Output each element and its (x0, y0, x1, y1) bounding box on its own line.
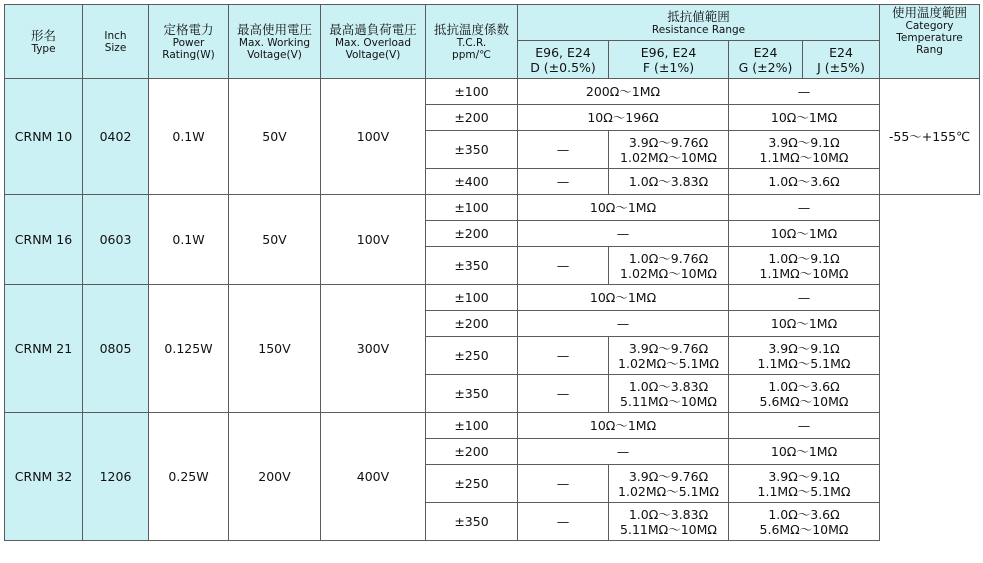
range-gj-cell: 3.9Ω～9.1Ω 1.1MΩ～5.1MΩ (729, 337, 880, 375)
table-row (5, 79, 980, 105)
tcr-cell: ±200 (426, 221, 518, 247)
range-f-cell: 1.0Ω～3.83Ω 5.11MΩ～10MΩ (609, 375, 729, 413)
header-size: Inch Size (83, 5, 149, 79)
tcr-cell: ±200 (426, 311, 518, 337)
range-gj-cell: — (729, 413, 880, 439)
model-power: 0.1W (149, 79, 229, 195)
model-overload-voltage: 100V (321, 79, 426, 195)
model-crnm16 (5, 195, 980, 285)
tcr-cell: ±250 (426, 337, 518, 375)
model-working-voltage: 200V (229, 413, 321, 541)
temperature-range-cell: -55～+155℃ (880, 79, 980, 195)
range-f-cell: 1.0Ω～3.83Ω 5.11MΩ～10MΩ (609, 503, 729, 541)
model-overload-voltage: 300V (321, 285, 426, 413)
model-name: CRNM 21 (5, 285, 83, 413)
range-d-cell: — (518, 503, 609, 541)
range-df-cell: 10Ω～196Ω (518, 105, 729, 131)
range-gj-cell: 3.9Ω～9.1Ω 1.1MΩ～5.1MΩ (729, 465, 880, 503)
range-gj-cell: — (729, 79, 880, 105)
range-gj-cell: 10Ω～1MΩ (729, 105, 880, 131)
resistor-spec-table (4, 4, 980, 541)
range-gj-cell: 1.0Ω～3.6Ω 5.6MΩ～10MΩ (729, 503, 880, 541)
model-name: CRNM 10 (5, 79, 83, 195)
range-d-cell: — (518, 169, 609, 195)
model-crnm21 (5, 285, 980, 413)
range-gj-cell: 1.0Ω～9.1Ω 1.1MΩ～10MΩ (729, 247, 880, 285)
model-size: 1206 (83, 413, 149, 541)
header-power: 定格電力 Power Rating(W) (149, 5, 229, 79)
range-d-cell: — (518, 375, 609, 413)
model-working-voltage: 50V (229, 195, 321, 285)
range-df-cell: — (518, 439, 729, 465)
range-gj-cell: 1.0Ω～3.6Ω 5.6MΩ～10MΩ (729, 375, 880, 413)
tcr-cell: ±350 (426, 131, 518, 169)
tcr-cell: ±350 (426, 503, 518, 541)
model-overload-voltage: 400V (321, 413, 426, 541)
range-df-cell: 10Ω～1MΩ (518, 195, 729, 221)
model-name: CRNM 32 (5, 413, 83, 541)
header-col-d: E96, E24 D (±0.5%) (518, 41, 609, 79)
range-gj-cell: 1.0Ω～3.6Ω (729, 169, 880, 195)
table-row (5, 195, 980, 221)
range-gj-cell: 3.9Ω～9.1Ω 1.1MΩ～10MΩ (729, 131, 880, 169)
range-d-cell: — (518, 337, 609, 375)
range-gj-cell: 10Ω～1MΩ (729, 311, 880, 337)
range-df-cell: 200Ω～1MΩ (518, 79, 729, 105)
model-crnm10 (5, 79, 980, 195)
range-d-cell: — (518, 247, 609, 285)
header-section (5, 5, 980, 79)
model-power: 0.1W (149, 195, 229, 285)
range-df-cell: — (518, 311, 729, 337)
range-gj-cell: — (729, 195, 880, 221)
range-f-cell: 3.9Ω～9.76Ω 1.02MΩ～10MΩ (609, 131, 729, 169)
model-size: 0603 (83, 195, 149, 285)
table-row (5, 413, 980, 439)
header-working-voltage: 最高使用電圧 Max. Working Voltage(V) (229, 5, 321, 79)
range-d-cell: — (518, 465, 609, 503)
range-gj-cell: 10Ω～1MΩ (729, 221, 880, 247)
model-power: 0.25W (149, 413, 229, 541)
range-gj-cell: 10Ω～1MΩ (729, 439, 880, 465)
range-f-cell: 1.0Ω～3.83Ω (609, 169, 729, 195)
table-row (5, 285, 980, 311)
header-overload-voltage: 最高過負荷電圧 Max. Overload Voltage(V) (321, 5, 426, 79)
model-size: 0402 (83, 79, 149, 195)
header-type: 形名 Type (5, 5, 83, 79)
range-f-cell: 1.0Ω～9.76Ω 1.02MΩ～10MΩ (609, 247, 729, 285)
range-f-cell: 3.9Ω～9.76Ω 1.02MΩ～5.1MΩ (609, 465, 729, 503)
tcr-cell: ±250 (426, 465, 518, 503)
range-df-cell: 10Ω～1MΩ (518, 285, 729, 311)
range-d-cell: — (518, 131, 609, 169)
model-size: 0805 (83, 285, 149, 413)
tcr-cell: ±100 (426, 79, 518, 105)
tcr-cell: ±100 (426, 195, 518, 221)
tcr-cell: ±100 (426, 285, 518, 311)
header-temperature: 使用温度範囲 Category Temperature Rang (880, 5, 980, 79)
model-name: CRNM 16 (5, 195, 83, 285)
model-working-voltage: 150V (229, 285, 321, 413)
tcr-cell: ±100 (426, 413, 518, 439)
model-overload-voltage: 100V (321, 195, 426, 285)
tcr-cell: ±350 (426, 375, 518, 413)
tcr-cell: ±200 (426, 105, 518, 131)
range-f-cell: 3.9Ω～9.76Ω 1.02MΩ～5.1MΩ (609, 337, 729, 375)
header-col-j: E24 J (±5%) (803, 41, 880, 79)
range-df-cell: — (518, 221, 729, 247)
tcr-cell: ±200 (426, 439, 518, 465)
model-working-voltage: 50V (229, 79, 321, 195)
tcr-cell: ±400 (426, 169, 518, 195)
header-resistance-range: 抵抗値範囲 Resistance Range (518, 5, 880, 41)
range-gj-cell: — (729, 285, 880, 311)
header-col-g: E24 G (±2%) (729, 41, 803, 79)
header-tcr: 抵抗温度係数 T.C.R. ppm/℃ (426, 5, 518, 79)
tcr-cell: ±350 (426, 247, 518, 285)
range-df-cell: 10Ω～1MΩ (518, 413, 729, 439)
model-crnm32 (5, 413, 980, 541)
model-power: 0.125W (149, 285, 229, 413)
header-col-f: E96, E24 F (±1%) (609, 41, 729, 79)
